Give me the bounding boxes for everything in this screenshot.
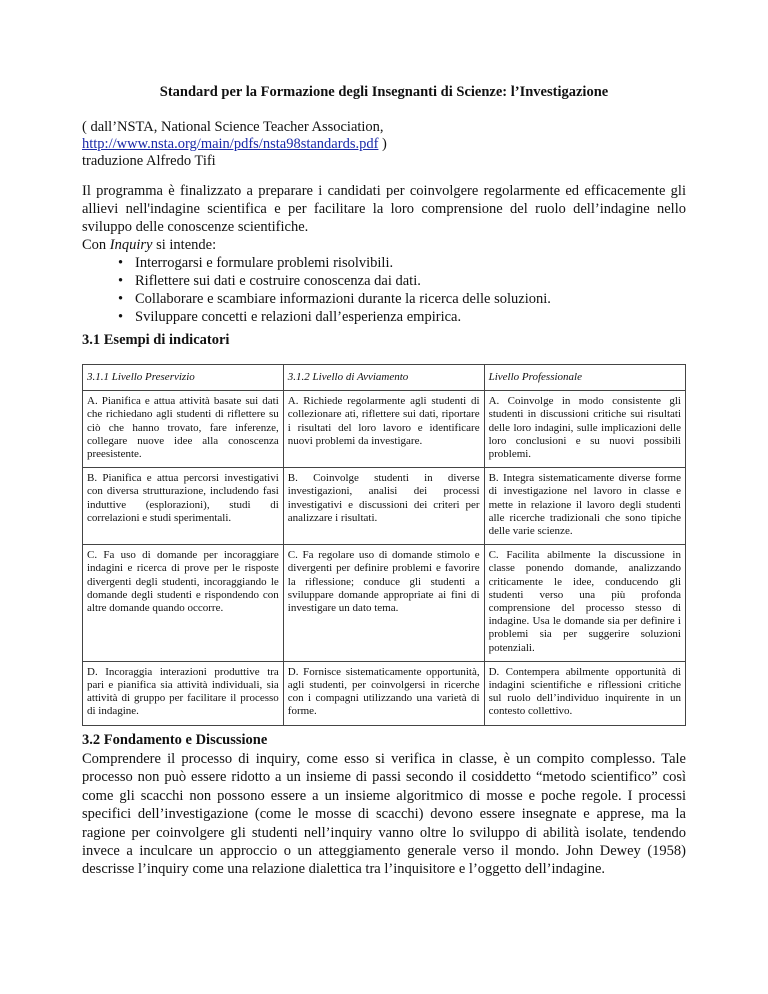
list-item: • Collaborare e scambiare informazioni durante la ricerca delle soluzioni. [118, 290, 686, 308]
table-row [83, 545, 686, 662]
table-row [83, 661, 686, 725]
table-cell: B. Coinvolge studenti in diverse investigazioni, analisi dei processi investigativi e discussioni dei criteri per analizzare i risultati. [283, 468, 484, 545]
intro-paragraph: Il programma è finalizzato a preparare i candidati per coinvolgere regolarmente ed efficacemente gli allievi nell'indagine scientifica e per facilitare la loro comprensione del ruolo dell’indagine nello sviluppo delle conoscenze scientifiche. [82, 183, 686, 235]
table-cell: B. Integra sistematicamente diverse forme di investigazione nel lavoro in classe e mette in relazione il lavoro degli studenti alle ricerche tradizionali che sono tipiche delle varie scienze. [484, 468, 685, 545]
source-url-line [82, 136, 387, 153]
table-cell: B. Pianifica e attua percorsi investigativi con diversa strutturazione, includendo fasi induttive (esplorazioni), studi di correlazioni e studi sperimentali. [83, 468, 284, 545]
source-block [82, 119, 387, 170]
table-header-cell: 3.1.2 Livello di Avviamento [283, 365, 484, 391]
inquiry-suffix: si intende: [152, 237, 217, 253]
table-cell: A. Richiede regolarmente agli studenti di collezionare ati, riflettere sui dati, riportare i risultati del loro lavoro e identificare nuovi problemi da investigare. [283, 391, 484, 468]
inquiry-definition [82, 236, 686, 254]
table-cell: C. Fa regolare uso di domande stimolo e divergenti per definire problemi e favorire la riflessione; conduce gli studenti a sviluppare domande appropriate ai fini di investigare un dato tema. [283, 545, 484, 662]
table-cell: D. Contempera abilmente opportunità di indagini scientifiche e riflessioni critiche sul ruolo dell’individuo inquirente in un contesto collettivo. [484, 661, 685, 725]
section-31-heading: 3.1 Esempi di indicatori [82, 332, 230, 348]
list-item: • Sviluppare concetti e relazioni dall’esperienza empirica. [118, 308, 686, 326]
inquiry-bullet-list [82, 254, 686, 326]
list-item: • Interrogarsi e formulare problemi risolvibili. [118, 254, 686, 272]
document-title: Standard per la Formazione degli Insegnanti di Scienze: l’Investigazione [159, 84, 609, 100]
table-header-row [83, 365, 686, 391]
discussion-paragraph: Comprendere il processo di inquiry, come esso si verifica in classe, è un compito complesso. Tale processo non può essere ridotto a un insieme di passi secondo il cosiddetto “metodo scientifico” così come gli scacchi non possono essere a un insieme algoritmico di mosse e poche regole. I processi specifici dell’investigazione (come le mosse di scacchi) devono essere insegnate e apprese, ma la ragione per coinvolgere gli studenti nell’inquiry vanno oltre lo sviluppo di abilità isolate, tendendo invece a inculcare un approccio o un atteggiamento generale verso il mondo. John Dewey (1958) descrisse l’inquiry come una relazione dialettica tra l’inquisitore e l’oggetto dell’indagine. [82, 751, 686, 878]
table-header-cell: 3.1.1 Livello Preservizio [83, 365, 284, 391]
table-cell: D. Incoraggia interazioni produttive tra pari e pianifica sia attività individuali, sia attività di gruppo per facilitare il processo di indagine. [83, 661, 284, 725]
table-header-cell: Livello Professionale [484, 365, 685, 391]
table-cell: D. Fornisce sistematicamente opportunità, agli studenti, per coinvolgersi in ricerche con i compagni utilizzando una varietà di forme. [283, 661, 484, 725]
inquiry-term: Inquiry [109, 237, 153, 253]
table-row [83, 468, 686, 545]
section-32-heading: 3.2 Fondamento e Discussione [82, 732, 268, 748]
source-link[interactable]: http://www.nsta.org/main/pdfs/nsta98standards.pdf [82, 136, 379, 152]
source-line [82, 119, 387, 136]
table-cell: A. Pianifica e attua attività basate sui dati che richiedano agli studenti di riflettere su ciò che hanno trovato, fare inferenze, collegare nuove idee alla conoscenza preesistente. [83, 391, 284, 468]
translation-credit: traduzione Alfredo Tifi [82, 153, 216, 169]
intro-section [82, 182, 686, 326]
inquiry-prefix: Con [82, 237, 110, 253]
source-text: ( dall’NSTA, National Science Teacher Association, [82, 119, 384, 135]
table-cell: C. Fa uso di domande per incoraggiare indagini e ricerca di prove per le risposte divergenti degli studenti, incoraggiando le domande degli studenti e rispondendo con altre domande quando occorre. [83, 545, 284, 662]
table-cell: A. Coinvolge in modo consistente gli studenti in discussioni critiche sui risultati delle loro indagini, sulle implicazioni delle loro conclusioni e su nuovi possibili problemi. [484, 391, 685, 468]
indicators-table [82, 364, 686, 726]
list-item: • Riflettere sui dati e costruire conoscenza dai dati. [118, 272, 686, 290]
table-row [83, 391, 686, 468]
source-close: ) [378, 136, 387, 152]
table-cell: C. Facilita abilmente la discussione in classe ponendo domande, analizzando criticamente le idee, conducendo gli studenti verso una più profonda comprensione del processo stesso di indagine. Usa le domande sia per definire i problemi sia per suggerire soluzioni potenziali. [484, 545, 685, 662]
